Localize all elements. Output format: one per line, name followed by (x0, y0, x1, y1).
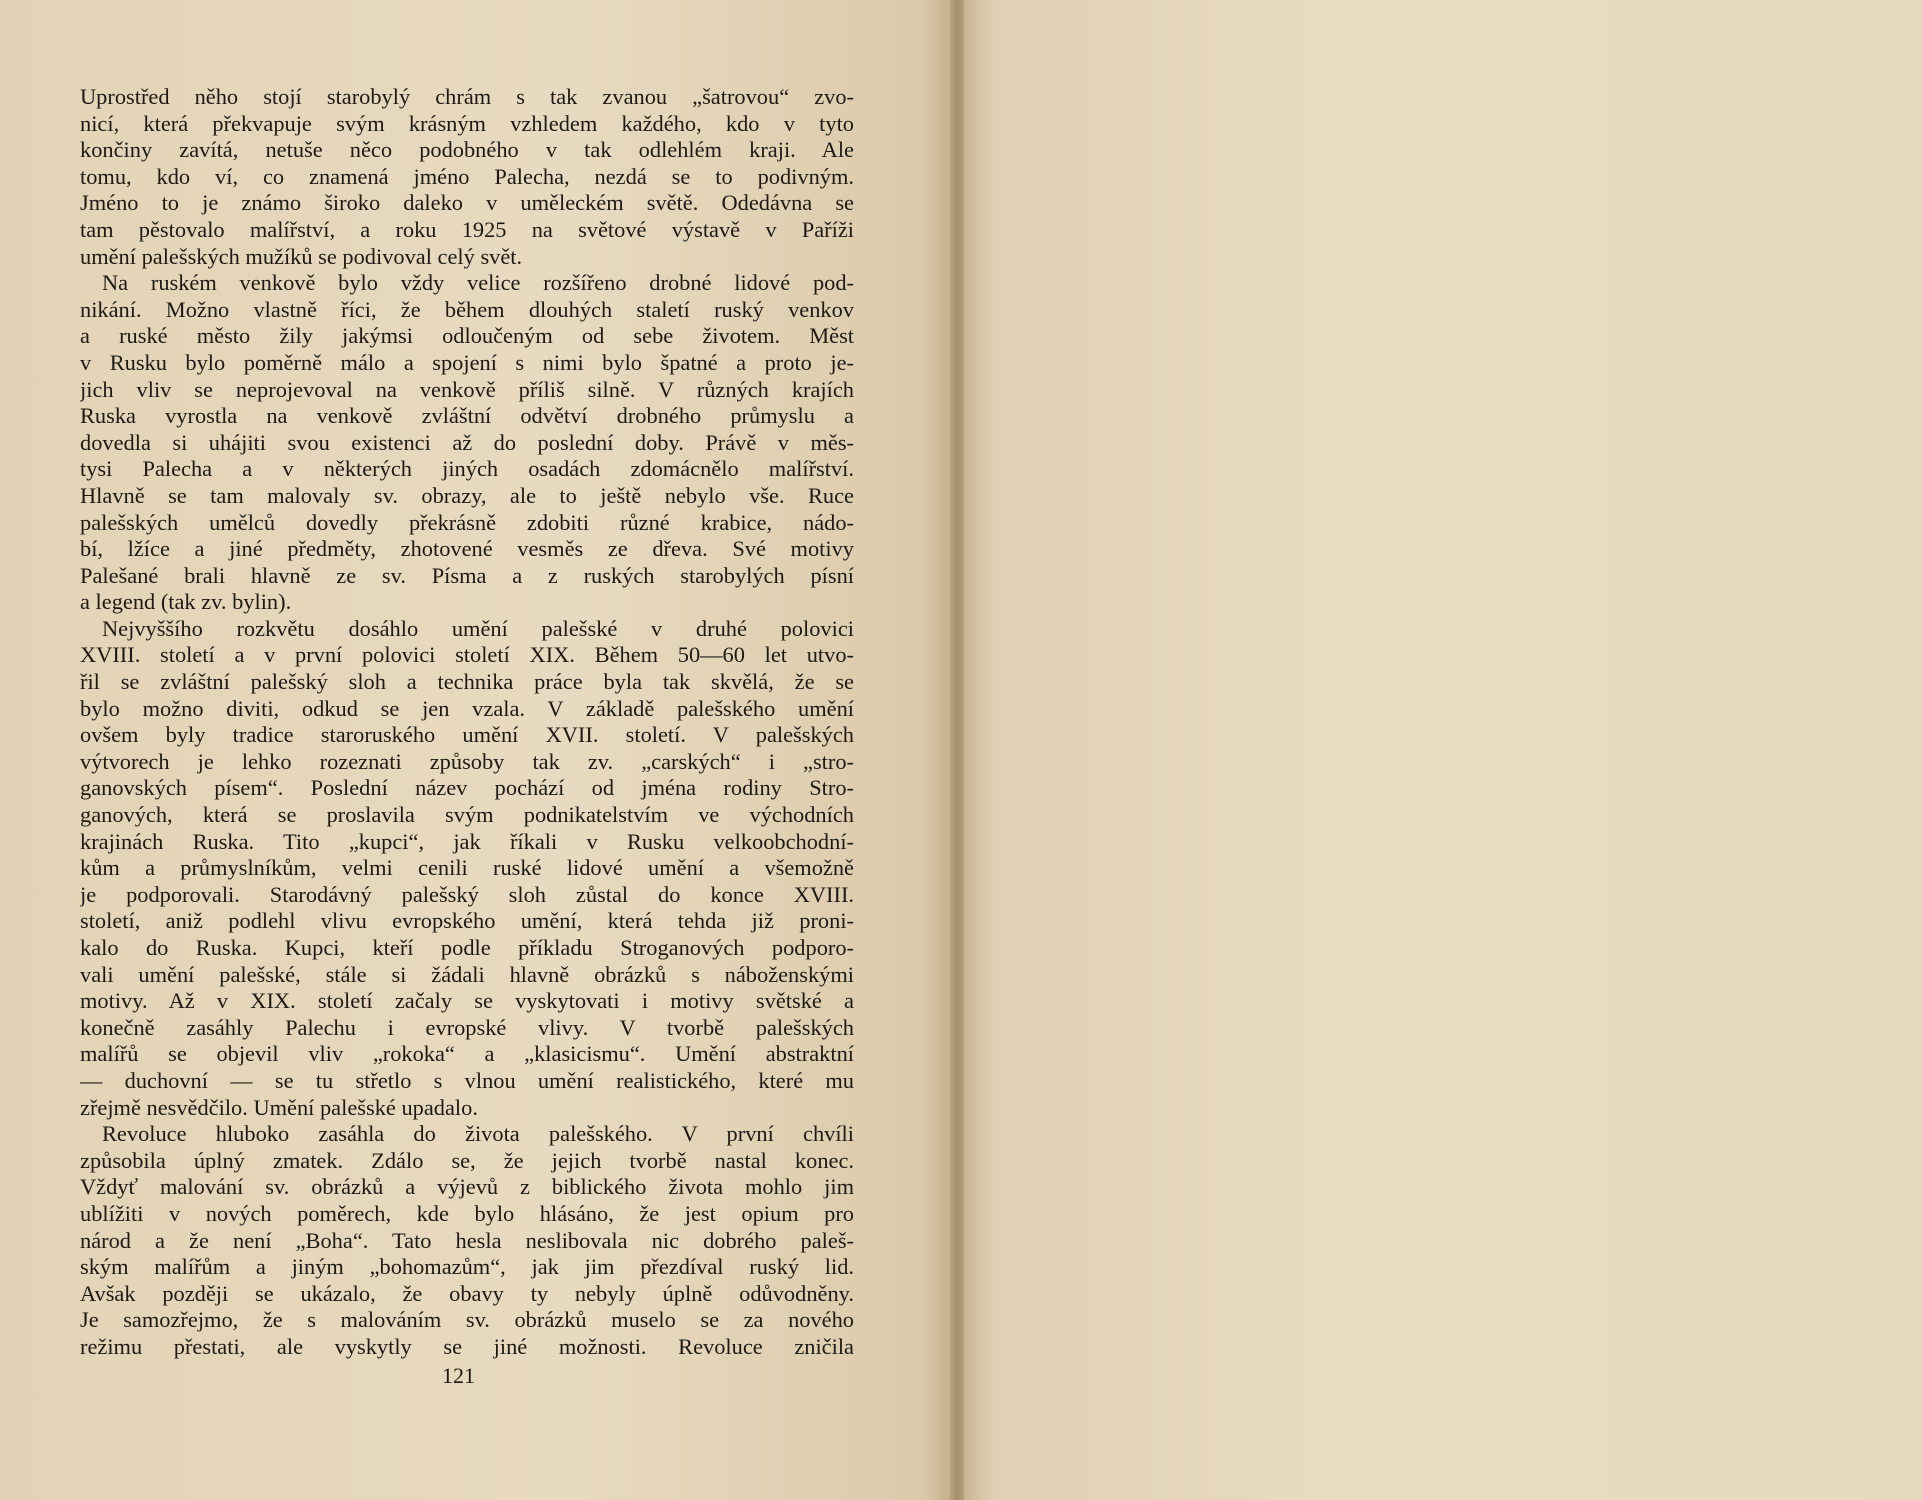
text-line: ganových, která se proslavila svým podnikatelstvím ve východních (80, 802, 854, 828)
text-line: a ruské město žily jakýmsi odloučeným od sebe životem. Měst (80, 323, 854, 349)
text-line: XVIII. století a v první polovici století XIX. Během 50—60 let utvo- (80, 642, 854, 668)
text-line: Nejvyššího rozkvětu dosáhlo umění palešské v druhé polovici (102, 615, 854, 641)
left-page-text (80, 84, 854, 1361)
text-line: je podporovali. Starodávný palešský sloh zůstal do konce XVIII. (80, 881, 854, 907)
text-line: tomu, kdo ví, co znamená jméno Palecha, nezdá se to podivným. (80, 163, 854, 189)
text-line: malířů se objevil vliv „rokoka“ a „klasicismu“. Umění abstraktní (80, 1041, 854, 1067)
text-line: krajinách Ruska. Tito „kupci“, jak říkali v Rusku velkoobchodní- (80, 828, 854, 854)
text-line: vali umění palešské, stále si žádali hlavně obrázků s náboženskými (80, 961, 854, 987)
left-page-number: 121 (442, 1363, 475, 1388)
text-line: kalo do Ruska. Kupci, kteří podle příkladu Stroganových podporo- (80, 935, 854, 960)
text-line: výtvorech je lehko rozeznati způsoby tak zv. „carských“ i „stro- (80, 748, 854, 774)
text-line: způsobila úplný zmatek. Zdálo se, že jejich tvorbě nastal konec. (80, 1147, 854, 1173)
text-line: národ a že není „Boha“. Tato hesla neslibovala nic dobrého paleš- (80, 1227, 854, 1253)
text-line: Hlavně se tam malovaly sv. obrazy, ale to ještě nebylo vše. Ruce (80, 482, 854, 508)
text-line: režimu přestati, ale vyskytly se jiné možnosti. Revoluce zničila (80, 1333, 854, 1359)
text-line: bí, lžíce a jiné předměty, zhotovené vesměs ze dřeva. Své motivy (80, 536, 854, 562)
text-line: v Rusku bylo poměrně málo a spojení s nimi bylo špatné a proto je- (80, 349, 854, 375)
text-line: Je samozřejmo, že s malováním sv. obrázků muselo se za nového (80, 1307, 854, 1333)
text-line: — duchovní — se tu střetlo s vlnou umění realistického, které mu (80, 1067, 854, 1093)
text-line: ganovských písem“. Poslední název pochází od jména rodiny Stro- (80, 775, 854, 801)
text-line: Avšak později se ukázalo, že obavy ty nebyly úplně odůvodněny. (80, 1280, 854, 1306)
text-line: tam pěstovalo malířství, a roku 1925 na světové výstavě v Paříži (80, 216, 854, 242)
text-line: končiny zavítá, netuše něco podobného v tak odlehlém kraji. Ale (80, 137, 854, 163)
text-line: jich vliv se neprojevoval na venkově příliš silně. V různých krajích (80, 376, 854, 402)
text-line: Jméno to je známo široko daleko v uměleckém světě. Odedávna se (80, 190, 854, 216)
text-line: Revoluce hluboko zasáhla do života palešského. V první chvíli (102, 1121, 854, 1147)
text-line: ským malířům a jiným „bohomazům“, jak jim přezdíval ruský lid. (80, 1254, 854, 1280)
text-line: Palešané brali hlavně ze sv. Písma a z ruských starobylých písní (80, 562, 854, 588)
text-line: Vždyť malování sv. obrázků a výjevů z biblického života mohlo jim (80, 1174, 854, 1200)
text-line: dovedla si uhájiti svou existenci až do poslední doby. Právě v měs- (80, 429, 854, 455)
text-line: ublížiti v nových poměrech, kde bylo hlásáno, že jest opium pro (80, 1200, 854, 1226)
text-line: nicí, která překvapuje svým krásným vzhledem každého, kdo v tyto (80, 110, 854, 136)
text-line: století, aniž podlehl vlivu evropského umění, která tehda již proni- (80, 908, 854, 934)
book-gutter (950, 0, 964, 1500)
right-page (964, 0, 1922, 1500)
text-line: motivy. Až v XIX. století začaly se vyskytovati i motivy světské a (80, 988, 854, 1014)
text-line: a legend (tak zv. bylin). (80, 589, 292, 615)
left-page (0, 0, 950, 1500)
text-line: ovšem byly tradice staroruského umění XVII. století. V palešských (80, 722, 854, 748)
text-line: umění palešských mužíků se podivoval celý svět. (80, 243, 523, 269)
text-line: Ruska vyrostla na venkově zvláštní odvětví drobného průmyslu a (80, 403, 854, 429)
text-line: Uprostřed něho stojí starobylý chrám s tak zvanou „šatrovou“ zvo- (80, 84, 854, 109)
text-line: zřejmě nesvědčilo. Umění palešské upadalo. (80, 1094, 478, 1120)
text-line: bylo možno diviti, odkud se jen vzala. V základě palešského umění (80, 695, 854, 721)
text-line: tysi Palecha a v některých jiných osadách zdomácnělo malířství. (80, 456, 854, 482)
text-line: palešských umělců dovedly překrásně zdobiti různé krabice, nádo- (80, 509, 854, 535)
text-line: řil se zvláštní palešský sloh a technika práce byla tak skvělá, že se (80, 669, 854, 695)
text-line: konečně zasáhly Palechu i evropské vlivy. V tvorbě palešských (80, 1014, 854, 1040)
text-line: Na ruském venkově bylo vždy velice rozšířeno drobné lidové pod- (102, 270, 854, 296)
text-line: nikání. Možno vlastně říci, že během dlouhých staletí ruský venkov (80, 296, 854, 322)
text-line: kům a průmyslníkům, velmi cenili ruské lidové umění a všemožně (80, 855, 854, 881)
